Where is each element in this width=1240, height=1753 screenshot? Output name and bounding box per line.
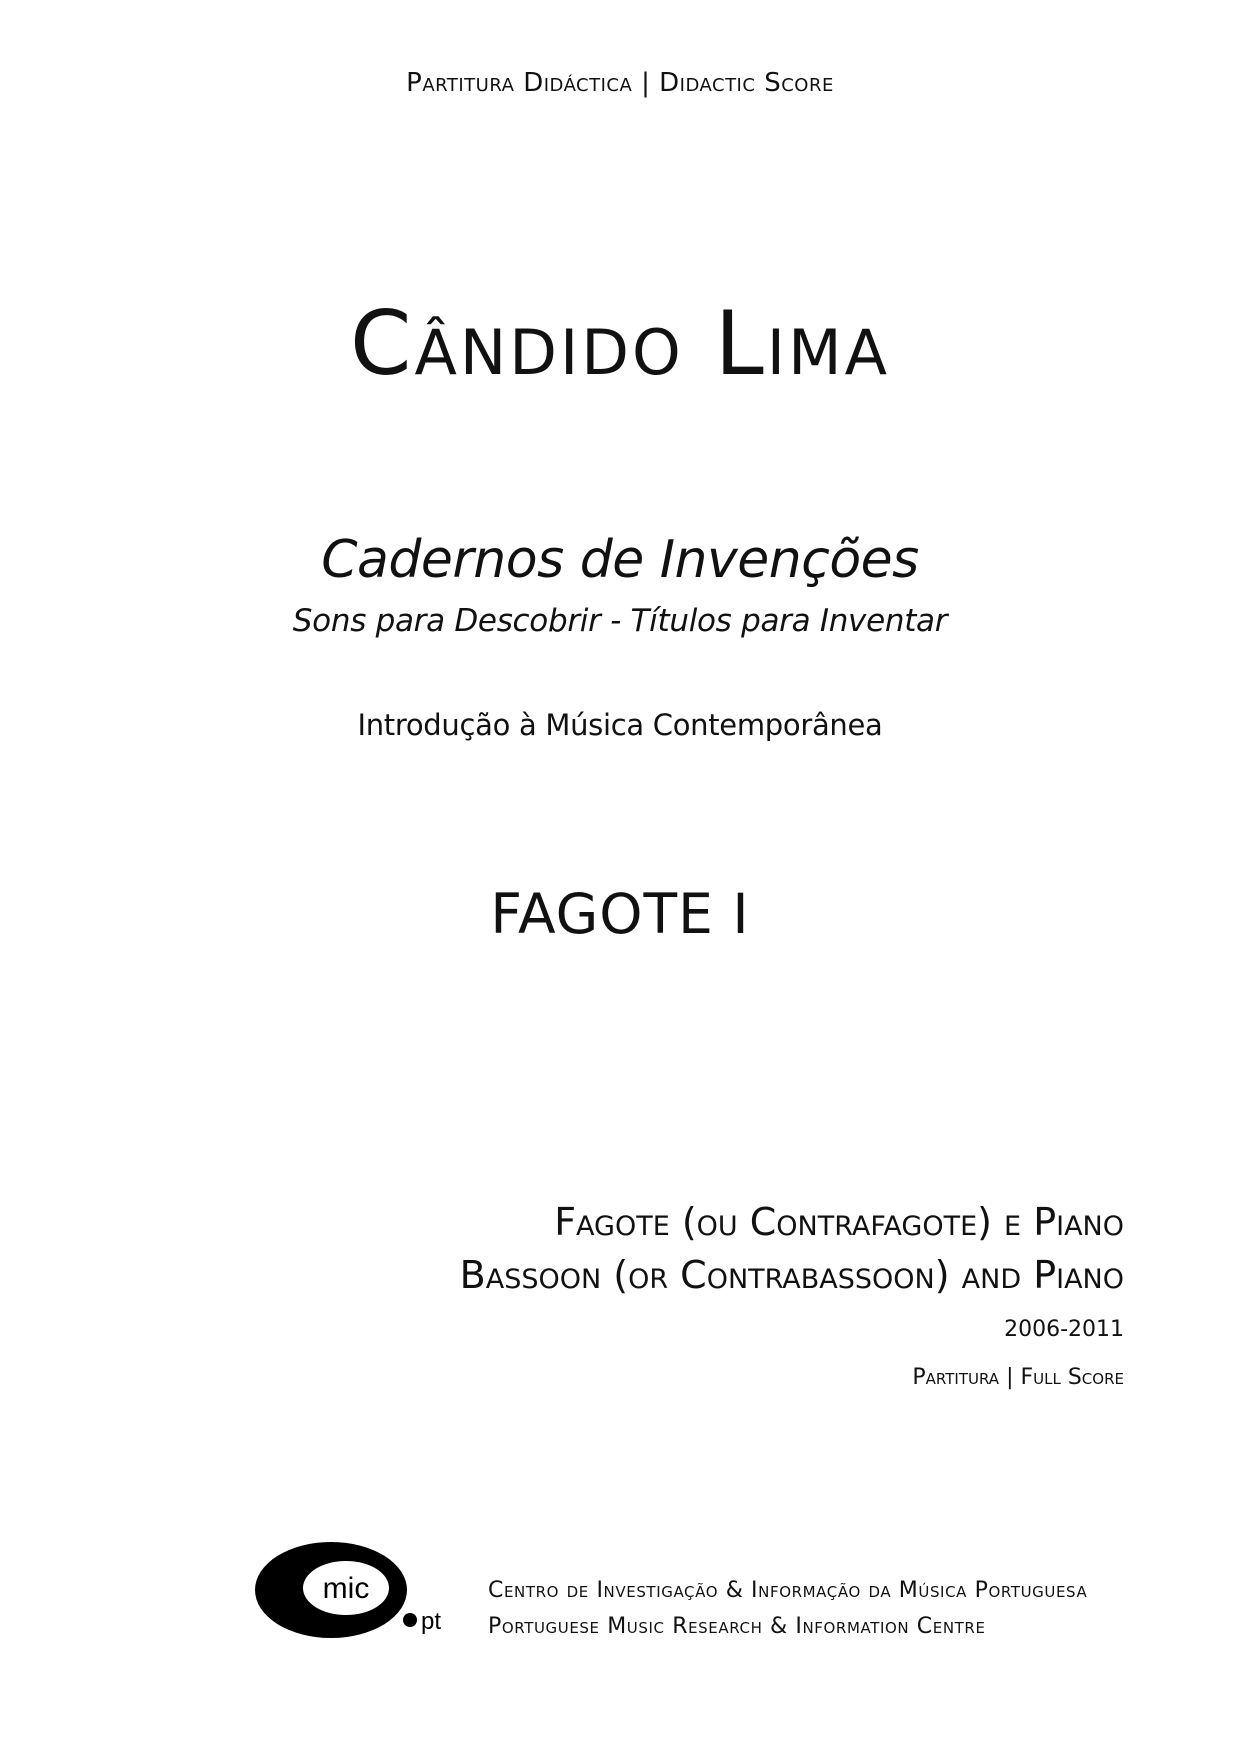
header-left: Partitura Didáctica <box>406 68 633 98</box>
logo-suffix: pt <box>421 1608 442 1635</box>
work-title: Cadernos de Invenções <box>321 530 919 590</box>
work-subtitle: Sons para Descobrir - Títulos para Inventar <box>292 603 948 639</box>
volume-title: FAGOTE I <box>490 882 750 946</box>
header-right: Didactic Score <box>659 68 834 98</box>
score-type-left: Partitura <box>912 1365 1000 1390</box>
composition-years: 2006-2011 <box>1004 1317 1124 1342</box>
composer-name: Cândido Lima <box>350 292 890 395</box>
work-intro: Introdução à Música Contemporânea <box>357 708 883 742</box>
header-separator: | <box>641 68 651 98</box>
score-type-separator: | <box>1006 1365 1014 1390</box>
logo-text: mic <box>322 1572 370 1605</box>
mic-logo <box>253 1540 458 1655</box>
score-type <box>912 1365 1124 1390</box>
instrumentation-pt: Fagote (ou Contrafagote) e Piano <box>554 1200 1124 1244</box>
document-header <box>0 68 1240 98</box>
score-type-right: Full Score <box>1020 1365 1124 1390</box>
footer-institution-en: Portuguese Music Research & Information Centre <box>488 1614 986 1639</box>
mic-logo-icon <box>253 1540 458 1655</box>
footer-institution-pt: Centro de Investigação & Informação da Música Portuguesa <box>488 1578 1088 1603</box>
instrumentation-en: Bassoon (or Contrabassoon) and Piano <box>459 1253 1124 1297</box>
